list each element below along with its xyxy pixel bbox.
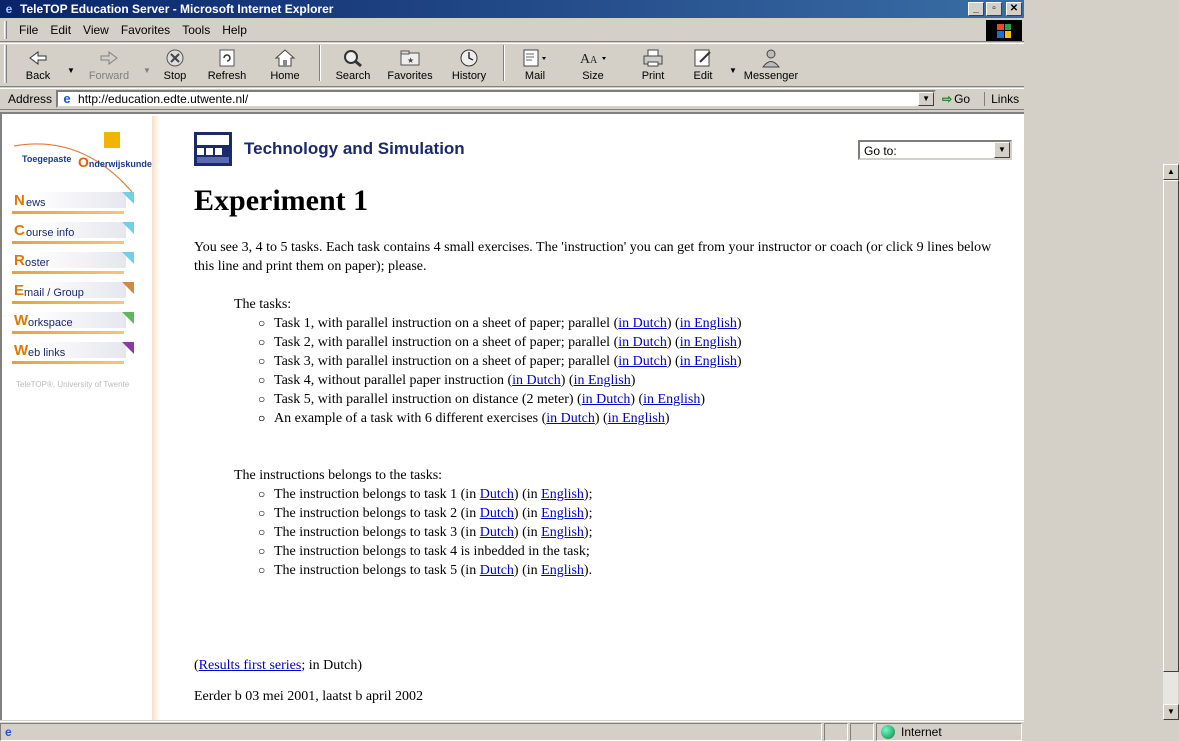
- nav-corner-icon: [122, 312, 134, 324]
- close-button[interactable]: ✕: [1006, 2, 1022, 16]
- forward-button[interactable]: [77, 44, 141, 86]
- instruction1-dutch-link[interactable]: Dutch: [479, 487, 514, 502]
- print-label: Print: [641, 70, 665, 82]
- logo-text-left: Toegepaste: [22, 154, 72, 164]
- example-list: [258, 409, 994, 428]
- nav-label: mail / Group: [24, 287, 84, 299]
- stop-icon: [165, 47, 185, 69]
- simulation-icon: [194, 132, 232, 166]
- logo-text-rest: nderwijskunde: [88, 159, 152, 169]
- main-content-frame: [158, 114, 1175, 720]
- history-button[interactable]: [441, 44, 497, 86]
- task2-dutch-link[interactable]: in Dutch: [618, 335, 667, 350]
- address-bar: [0, 88, 1024, 110]
- ie-app-icon: e: [5, 2, 13, 16]
- mail-label: Mail: [524, 70, 546, 82]
- sidebar-item-email-group[interactable]: [12, 280, 136, 304]
- standard-toolbar: [0, 43, 1024, 87]
- window-title: TeleTOP Education Server - Microsoft Internet Explorer: [20, 2, 334, 16]
- example-dutch-link[interactable]: in Dutch: [546, 411, 595, 426]
- nav-label: ourse info: [26, 227, 75, 239]
- page-body: [194, 184, 994, 706]
- svg-text:A: A: [590, 55, 598, 66]
- status-text: [0, 723, 822, 741]
- search-icon: [342, 47, 364, 69]
- task5-dutch-link[interactable]: in Dutch: [581, 392, 631, 407]
- refresh-icon: [218, 47, 236, 69]
- sidebar-item-news[interactable]: [12, 190, 136, 214]
- sidebar-item-course-info[interactable]: [12, 220, 136, 244]
- list-item: ○ The instruction belongs to task 5 (in Dutch) (in English).: [258, 561, 994, 580]
- task2-english-link[interactable]: in English: [679, 335, 737, 350]
- toolbar-separator: [503, 45, 505, 81]
- results-line: (Results first series; in Dutch): [194, 658, 362, 673]
- instruction3-dutch-link[interactable]: Dutch: [479, 525, 514, 540]
- status-security-cell: [850, 723, 874, 741]
- windows-logo-icon: [986, 20, 1022, 41]
- chevron-down-icon[interactable]: ▼: [994, 142, 1010, 158]
- tasks-list: [258, 314, 994, 409]
- nav-corner-icon: [122, 282, 134, 294]
- nav-initial: R: [14, 252, 25, 269]
- edit-dropdown-icon[interactable]: ▼: [729, 65, 737, 75]
- page-icon: e: [63, 91, 71, 106]
- tasks-section: [234, 295, 994, 580]
- messenger-button[interactable]: [739, 44, 803, 86]
- task4-english-link[interactable]: in English: [573, 373, 631, 388]
- page-status-icon: e: [5, 724, 12, 739]
- print-button[interactable]: [627, 44, 679, 86]
- list-item: ○ Task 1, with parallel instruction on a sheet of paper; parallel (in Dutch) (in English): [258, 314, 994, 333]
- intro-text: You see 3, 4 to 5 tasks. Each task contains 4 small exercises. The 'instruction' you can get from your instructor or coach (or click 9 lines below this line and print them on paper); please.: [194, 240, 992, 274]
- printer-icon: [642, 47, 664, 69]
- home-button[interactable]: [257, 44, 313, 86]
- logo-initial: O: [78, 154, 89, 170]
- list-item: ○ An example of a task with 6 different exercises (in Dutch) (in English): [258, 409, 994, 428]
- nav-initial: W: [14, 342, 29, 359]
- task1-english-link[interactable]: in English: [679, 316, 737, 331]
- results-first-series-link[interactable]: Results first series: [198, 658, 302, 673]
- example-english-link[interactable]: in English: [607, 411, 665, 426]
- menu-favorites[interactable]: Favorites: [120, 23, 171, 37]
- section-header: [194, 132, 465, 166]
- task5-english-link[interactable]: in English: [643, 392, 701, 407]
- font-size-icon: [578, 47, 608, 69]
- instruction2-dutch-link[interactable]: Dutch: [479, 506, 514, 521]
- nav-corner-icon: [122, 342, 134, 354]
- messenger-icon: [760, 47, 782, 69]
- nav-corner-icon: [122, 192, 134, 204]
- task1-dutch-link[interactable]: in Dutch: [618, 316, 667, 331]
- home-label: Home: [270, 70, 300, 82]
- menu-edit[interactable]: Edit: [50, 23, 72, 37]
- refresh-button[interactable]: [197, 44, 257, 86]
- mail-button[interactable]: [511, 44, 559, 86]
- status-bar: [0, 721, 1024, 741]
- svg-text:★: ★: [407, 56, 415, 65]
- edit-page-icon: [692, 47, 714, 69]
- internet-globe-icon: [881, 725, 895, 739]
- favorites-folder-icon: [399, 47, 421, 69]
- back-label: Back: [25, 70, 51, 82]
- instruction5-dutch-link[interactable]: Dutch: [479, 563, 514, 578]
- sidebar-item-web-links[interactable]: [12, 340, 136, 364]
- title-bar: [0, 0, 1024, 18]
- instructions-title: The instructions belongs to the tasks:: [234, 468, 443, 483]
- address-label: Address: [8, 92, 53, 106]
- instruction5-english-link[interactable]: English: [541, 563, 584, 578]
- maximize-button[interactable]: ▫: [986, 2, 1002, 16]
- back-dropdown-icon[interactable]: ▼: [67, 65, 75, 75]
- tasks-title: The tasks:: [234, 297, 292, 312]
- list-item: ○ Task 4, without parallel paper instruction (in Dutch) (in English): [258, 371, 994, 390]
- nav-initial: C: [14, 222, 25, 239]
- mail-icon: [522, 47, 548, 69]
- home-icon: [274, 47, 296, 69]
- instruction3-english-link[interactable]: English: [541, 525, 584, 540]
- nav-corner-icon: [122, 222, 134, 234]
- favorites-button[interactable]: [379, 44, 441, 86]
- list-item: ○ The instruction belongs to task 2 (in Dutch) (in English);: [258, 504, 994, 523]
- refresh-label: Refresh: [207, 70, 247, 82]
- links-button[interactable]: Links: [984, 92, 1019, 106]
- nav-initial: W: [14, 312, 29, 329]
- status-zone: [876, 723, 1022, 741]
- search-button[interactable]: [327, 44, 379, 86]
- nav-initial: N: [14, 192, 25, 209]
- nav-label: oster: [25, 257, 50, 269]
- stop-button[interactable]: [153, 44, 197, 86]
- vertical-scrollbar[interactable]: [1162, 164, 1178, 720]
- edit-button[interactable]: [679, 44, 727, 86]
- teletop-navigation-frame: [4, 116, 152, 720]
- list-item: ○ The instruction belongs to task 1 (in Dutch) (in English);: [258, 485, 994, 504]
- scroll-up-icon[interactable]: ▲: [1163, 164, 1179, 180]
- toolbar-grip[interactable]: [4, 45, 7, 83]
- task4-dutch-link[interactable]: in Dutch: [512, 373, 561, 388]
- goto-value: Go to:: [864, 144, 897, 158]
- sidebar-item-workspace[interactable]: [12, 310, 136, 334]
- logo-square: [104, 132, 120, 148]
- list-item: ○ The instruction belongs to task 3 (in Dutch) (in English);: [258, 523, 994, 542]
- address-dropdown-icon[interactable]: ▼: [918, 92, 934, 106]
- instructions-list: [258, 485, 994, 580]
- back-arrow-icon: [28, 47, 48, 69]
- goto-select[interactable]: [858, 140, 1012, 160]
- task3-english-link[interactable]: in English: [679, 354, 737, 369]
- scroll-down-icon[interactable]: ▼: [1163, 704, 1179, 720]
- messenger-label: Messenger: [743, 70, 799, 82]
- history-icon: [458, 47, 480, 69]
- task3-dutch-link[interactable]: in Dutch: [618, 354, 667, 369]
- history-label: History: [451, 70, 487, 82]
- menu-view[interactable]: View: [83, 23, 109, 37]
- browser-viewport: [0, 112, 1175, 720]
- go-arrow-icon: ⇨: [942, 92, 953, 106]
- list-item: ○ Task 3, with parallel instruction on a sheet of paper; parallel (in Dutch) (in English): [258, 352, 994, 371]
- section-title: Technology and Simulation: [244, 139, 465, 158]
- logo-text-right: [78, 154, 152, 170]
- stop-label: Stop: [163, 70, 187, 82]
- date-footer: Eerder b 03 mei 2001, laatst b april 2002: [194, 689, 423, 704]
- nav-corner-icon: [122, 252, 134, 264]
- favorites-label: Favorites: [387, 70, 433, 82]
- forward-label: Forward: [88, 70, 130, 82]
- address-input[interactable]: [56, 90, 936, 108]
- list-item: ○ Task 2, with parallel instruction on a sheet of paper; parallel (in Dutch) (in English): [258, 333, 994, 352]
- minimize-button[interactable]: _: [968, 2, 984, 16]
- menu-grip[interactable]: [4, 21, 7, 39]
- search-label: Search: [335, 70, 371, 82]
- forward-dropdown-icon[interactable]: ▼: [143, 65, 151, 75]
- instruction2-english-link[interactable]: English: [541, 506, 584, 521]
- menu-help[interactable]: Help: [222, 23, 247, 37]
- go-button[interactable]: [942, 92, 970, 106]
- go-label: Go: [954, 92, 971, 106]
- toegepaste-onderwijskunde-logo[interactable]: [12, 132, 152, 192]
- menu-tools[interactable]: Tools: [182, 23, 211, 37]
- nav-initial: E: [14, 282, 25, 299]
- size-label: Size: [582, 70, 604, 82]
- list-item: ○ The instruction belongs to task 4 is inbedded in the task;: [258, 542, 994, 561]
- zone-label: Internet: [901, 724, 942, 739]
- status-progress-cell: [824, 723, 848, 741]
- nav-label: ews: [26, 197, 46, 209]
- instruction1-english-link[interactable]: English: [541, 487, 584, 502]
- address-url[interactable]: http://education.edte.utwente.nl/: [78, 92, 249, 106]
- nav-label: orkspace: [28, 317, 73, 329]
- sidebar-item-roster[interactable]: [12, 250, 136, 274]
- size-button[interactable]: [559, 44, 627, 86]
- nav-label: eb links: [28, 347, 66, 359]
- teletop-copyright: TeleTOP®, University of Twente: [16, 380, 130, 389]
- menu-file[interactable]: File: [19, 23, 39, 37]
- forward-arrow-icon: [99, 47, 119, 69]
- edit-label: Edit: [693, 70, 713, 82]
- svg-text:A: A: [580, 52, 591, 67]
- list-item: ○ Task 5, with parallel instruction on distance (2 meter) (in Dutch) (in English): [258, 390, 994, 409]
- scroll-thumb[interactable]: [1163, 180, 1179, 672]
- back-button[interactable]: [11, 44, 65, 86]
- menu-bar: [0, 19, 1024, 42]
- page-title: Experiment 1: [194, 184, 369, 217]
- toolbar-separator: [319, 45, 321, 81]
